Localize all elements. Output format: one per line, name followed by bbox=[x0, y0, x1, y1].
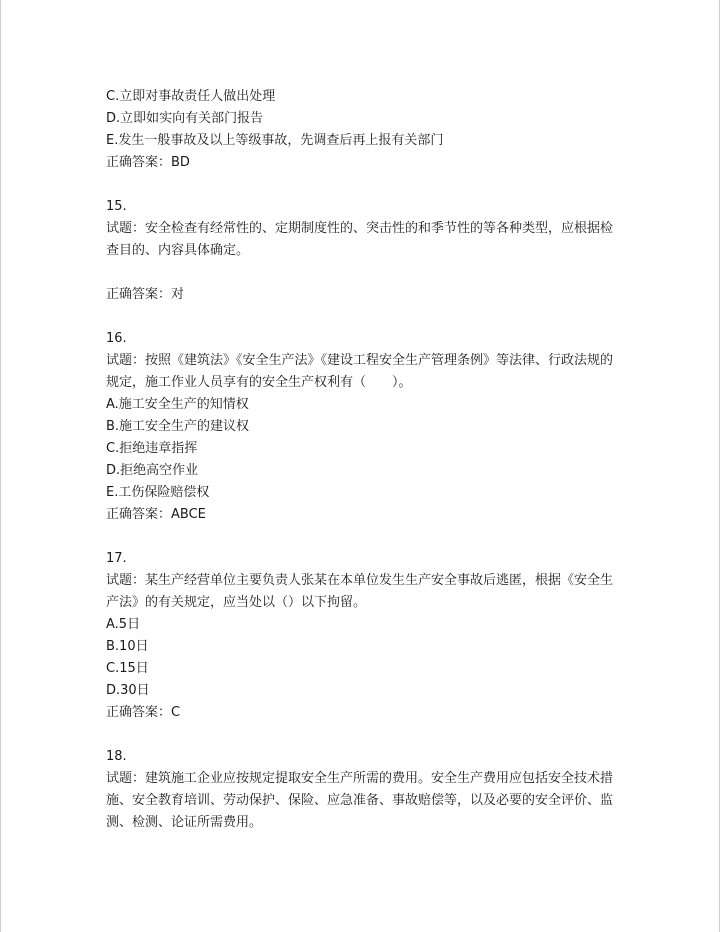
option-e: E.工伤保险赔偿权 bbox=[106, 485, 210, 500]
option-c: C.15日 bbox=[106, 661, 149, 676]
option-c: C.拒绝违章指挥 bbox=[106, 441, 198, 456]
option-a: A.5日 bbox=[106, 617, 141, 632]
option-e: E.发生一般事故及以上等级事故，先调查后再上报有关部门 bbox=[106, 133, 444, 148]
document-content bbox=[106, 86, 616, 834]
option-d: D.拒绝高空作业 bbox=[106, 463, 199, 478]
answer: 正确答案：ABCE bbox=[106, 507, 206, 522]
question-number: 16. bbox=[106, 331, 127, 346]
question-text: 试题：某生产经营单位主要负责人张某在本单位发生生产安全事故后逃匿，根据《安全生产法》的有关规定，应当处以（）以下拘留。 bbox=[106, 573, 614, 610]
question-18 bbox=[106, 746, 616, 834]
question-text: 试题：建筑施工企业应按规定提取安全生产所需的费用。安全生产费用应包括安全技术措施、安全教育培训、劳动保护、保险、应急准备、事故赔偿等，以及必要的安全评价、监测、检测、论证所需费用。 bbox=[106, 771, 614, 830]
option-d: D.立即如实向有关部门报告 bbox=[106, 111, 264, 126]
answer: 正确答案：对 bbox=[106, 287, 185, 302]
option-b: B.10日 bbox=[106, 639, 149, 654]
question-number: 18. bbox=[106, 749, 127, 764]
option-a: A.施工安全生产的知情权 bbox=[106, 397, 249, 412]
question-number: 17. bbox=[106, 551, 127, 566]
question-17 bbox=[106, 548, 616, 724]
question-15 bbox=[106, 196, 616, 306]
question-text: 试题：按照《建筑法》《安全生产法》《建设工程安全生产管理条例》等法律、行政法规的规定，施工作业人员享有的安全生产权利有（ ）。 bbox=[106, 353, 614, 390]
question-16 bbox=[106, 328, 616, 526]
option-c: C.立即对事故责任人做出处理 bbox=[106, 89, 276, 104]
option-b: B.施工安全生产的建议权 bbox=[106, 419, 250, 434]
previous-question-tail bbox=[106, 86, 616, 174]
answer: 正确答案：BD bbox=[106, 155, 190, 170]
question-text: 试题：安全检查有经常性的、定期制度性的、突击性的和季节性的等各种类型，应根据检查目的、内容具体确定。 bbox=[106, 221, 614, 258]
answer: 正确答案：C bbox=[106, 705, 181, 720]
question-number: 15. bbox=[106, 199, 127, 214]
option-d: D.30日 bbox=[106, 683, 150, 698]
